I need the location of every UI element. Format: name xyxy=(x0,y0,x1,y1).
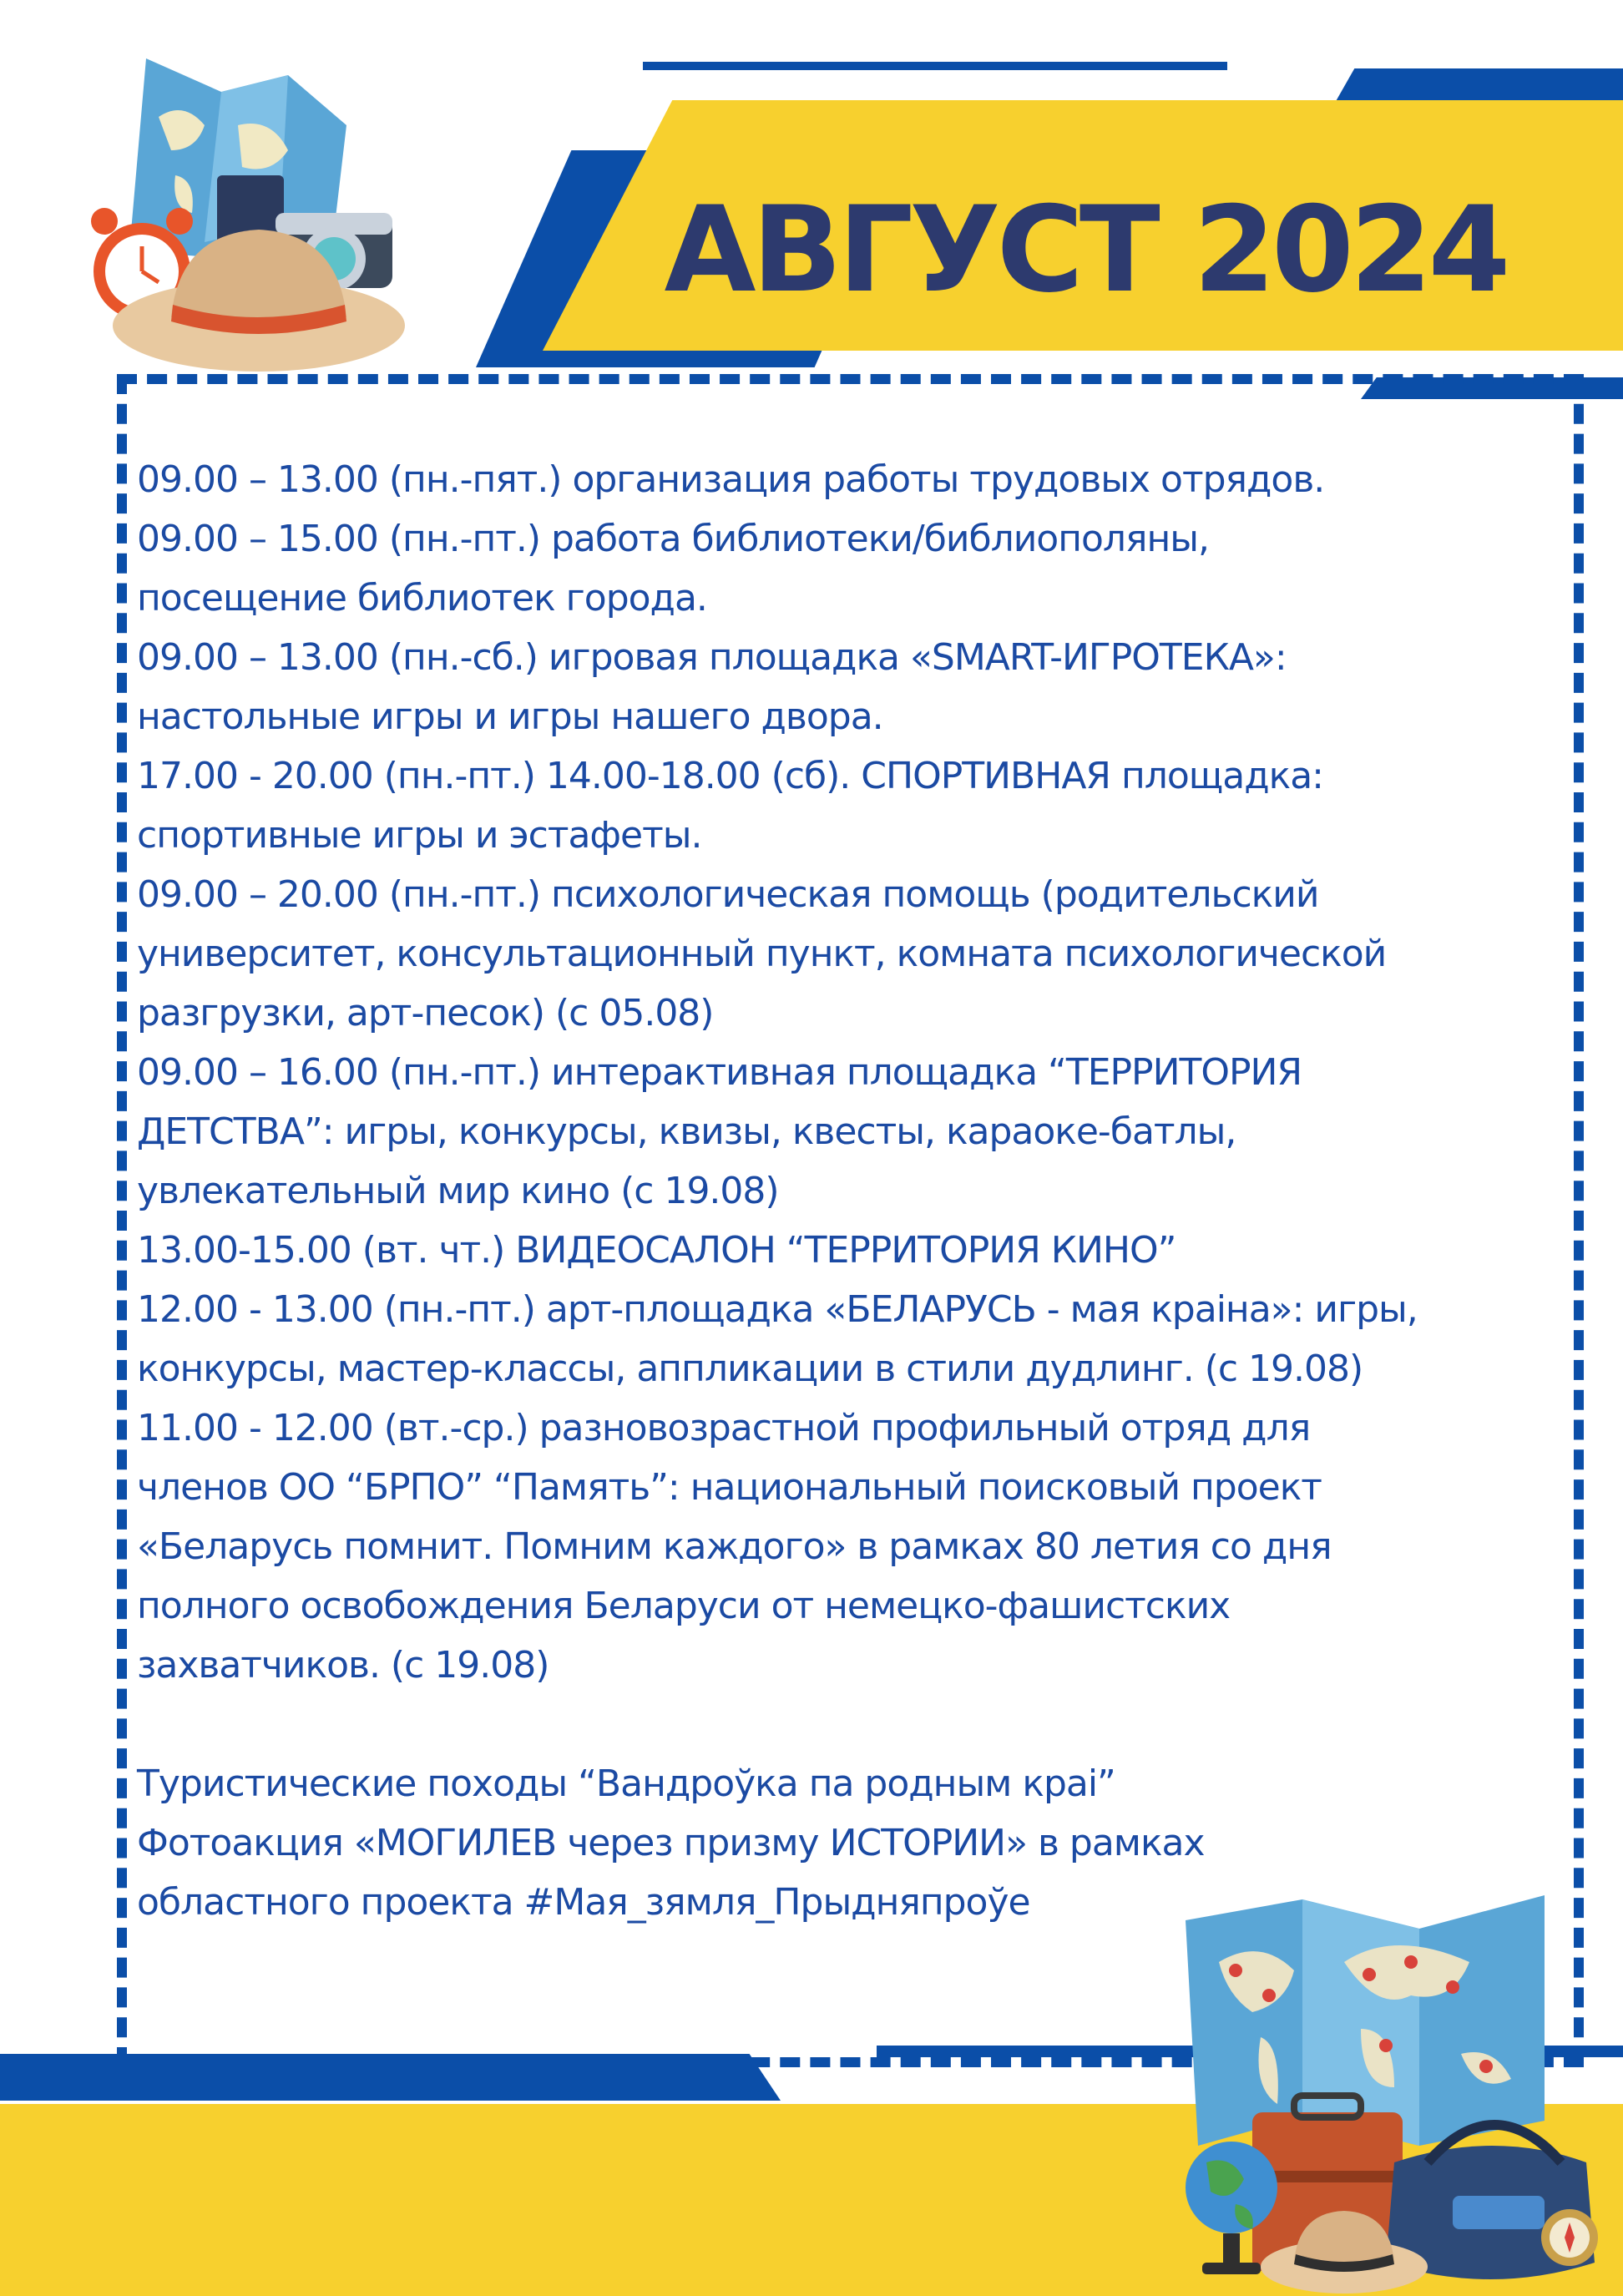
compass-icon xyxy=(1541,2209,1598,2266)
schedule-line: конкурсы, мастер-классы, аппликации в стили дудлинг. (с 19.08) xyxy=(137,1348,1363,1390)
travel-map-hat-camera-clock-icon xyxy=(79,58,413,376)
schedule-line: 09.00 – 15.00 (пн.-пт.) работа библиотеки/библиополяны, xyxy=(137,518,1209,560)
schedule-line: полного освобождения Беларуси от немецко-фашистских xyxy=(137,1585,1231,1627)
schedule-line: 12.00 - 13.00 (пн.-пт.) арт-площадка «БЕЛАРУСЬ - мая краіна»: игры, xyxy=(137,1288,1418,1331)
schedule-line: ДЕТСТВА”: игры, конкурсы, квизы, квесты, караоке-батлы, xyxy=(137,1110,1236,1153)
schedule-line: захватчиков. (с 19.08) xyxy=(137,1644,549,1687)
schedule-line: 13.00-15.00 (вт. чт.) ВИДЕОСАЛОН “ТЕРРИТОРИЯ КИНО” xyxy=(137,1229,1176,1272)
header-thin-bar xyxy=(643,62,1227,70)
schedule-text xyxy=(137,450,1590,1932)
schedule-line: 09.00 – 13.00 (пн.-сб.) игровая площадка «SMART-ИГРОТЕКА»: xyxy=(137,636,1287,679)
schedule-line: 09.00 – 20.00 (пн.-пт.) психологическая помощь (родительский xyxy=(137,873,1319,916)
schedule-spacer xyxy=(137,1695,1590,1754)
footer-blue-slant xyxy=(0,2054,781,2101)
schedule-line: 09.00 – 13.00 (пн.-пят.) организация работы трудовых отрядов. xyxy=(137,458,1325,501)
schedule-line: 11.00 - 12.00 (вт.-ср.) разновозрастной профильный отряд для xyxy=(137,1407,1311,1449)
schedule-extra-line: Туристические походы “Вандроўка па родным краі” xyxy=(137,1762,1115,1805)
travel-world-map-suitcase-icon xyxy=(1177,1895,1623,2296)
schedule-line: увлекательный мир кино (с 19.08) xyxy=(137,1170,779,1212)
schedule-line: настольные игры и игры нашего двора. xyxy=(137,695,883,738)
schedule-line: членов ОО “БРПО” “Память”: национальный поисковый проект xyxy=(137,1466,1322,1509)
schedule-line: спортивные игры и эстафеты. xyxy=(137,814,702,857)
schedule-line: университет, консультационный пункт, комната психологической xyxy=(137,933,1387,975)
schedule-extra-line: областного проекта #Мая_зямля_Прыдняпроўе xyxy=(137,1881,1030,1924)
schedule-line: посещение библиотек города. xyxy=(137,577,707,620)
schedule-extra-line: Фотоакция «МОГИЛЕВ через призму ИСТОРИИ» в рамках xyxy=(137,1822,1205,1864)
schedule-line: «Беларусь помнит. Помним каждого» в рамках 80 летия со дня xyxy=(137,1525,1332,1568)
world-map-icon xyxy=(1186,1895,1545,2146)
schedule-line: разгрузки, арт-песок) (с 05.08) xyxy=(137,992,714,1034)
schedule-line: 09.00 – 16.00 (пн.-пт.) интерактивная площадка “ТЕРРИТОРИЯ xyxy=(137,1051,1302,1094)
schedule-line: 17.00 - 20.00 (пн.-пт.) 14.00-18.00 (сб). СПОРТИВНАЯ площадка: xyxy=(137,755,1323,797)
page-title: АВГУСТ 2024 xyxy=(664,181,1507,319)
